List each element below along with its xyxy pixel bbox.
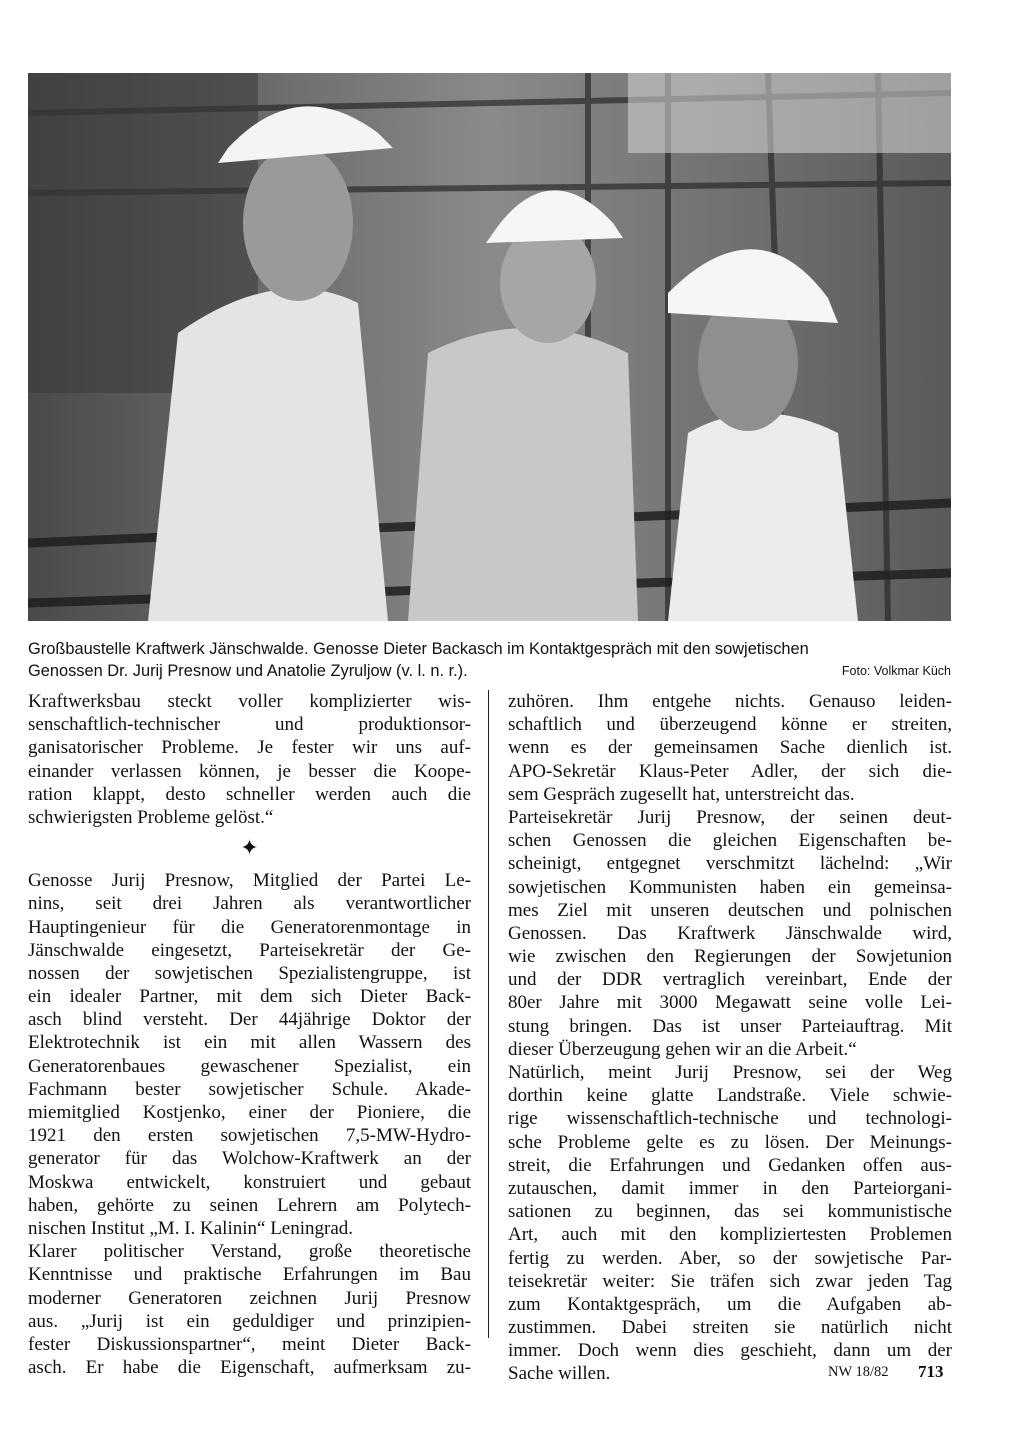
text-line: Hauptingenieur für die Generatorenmontage in <box>28 916 471 938</box>
caption-line-1: Großbaustelle Kraftwerk Jänschwalde. Genosse Dieter Backasch im Kontaktgespräch mit den sowjetischen <box>28 640 809 658</box>
text-line: 80er Jahre mit 3000 Megawatt seine volle Lei- <box>508 992 952 1014</box>
text-line: zustimmen. Dabei streiten sie natürlich nicht <box>508 1317 952 1339</box>
text-line: sationen zu beginnen, das sei kommunistische <box>508 1201 952 1223</box>
text-line: Moskwa entwickelt, konstruiert und gebaut <box>28 1171 471 1193</box>
text-line: Art, auch mit den kompliziertesten Problemen <box>508 1224 952 1246</box>
text-line: Elektrotechnik ist ein mit allen Wassern des <box>28 1032 471 1054</box>
left-paragraph-2 <box>28 869 471 1240</box>
text-line: ein idealer Partner, mit dem sich Dieter Back- <box>28 986 471 1008</box>
text-line: rige wissenschaftlich-technische und technologi- <box>508 1108 952 1130</box>
text-line: und der DDR vertraglich vereinbart, Ende der <box>508 969 952 991</box>
text-line: Parteisekretär Jurij Presnow, der seinen deut- <box>508 806 952 828</box>
text-line: stung bringen. Das ist unser Parteiauftrag. Mit <box>508 1015 952 1037</box>
text-line: asch blind versteht. Der 44jährige Doktor der <box>28 1009 471 1031</box>
caption-line-2: Genossen Dr. Jurij Presnow und Anatolie Zyruljow (v. l. n. r.). <box>28 662 468 680</box>
text-line: wie zwischen den Regierungen der Sowjetunion <box>508 946 952 968</box>
text-line: Klarer politischer Verstand, große theoretische <box>28 1241 471 1263</box>
text-line: teisekretär weiter: Sie träfen sich zwar jeden Tag <box>508 1270 952 1292</box>
text-line: wenn es der gemeinsamen Sache dienlich ist. <box>508 737 952 759</box>
text-line: Natürlich, meint Jurij Presnow, sei der Weg <box>508 1062 952 1083</box>
text-line: haben, gehörte zu seinen Lehrern am Polytech- <box>28 1194 471 1216</box>
text-line: nins, seit drei Jahren als verantwortlicher <box>28 893 471 915</box>
text-line: zum Kontaktgespräch, um die Aufgaben ab- <box>508 1293 952 1315</box>
text-line: schen Genossen die gleichen Eigenschaften be- <box>508 830 952 852</box>
text-line: 1921 den ersten sowjetischen 7,5-MW-Hydro- <box>28 1125 471 1147</box>
left-paragraph-3 <box>28 1240 471 1379</box>
right-paragraph-1 <box>508 690 952 806</box>
text-line: senschaftlich-technischer und produktionsor- <box>28 714 471 736</box>
text-line: dieser Überzeugung gehen wir an die Arbeit.“ <box>508 1038 857 1060</box>
text-line: zuhören. Ihm entgehe nichts. Genauso leiden- <box>508 691 952 712</box>
text-line: moderner Generatoren zeichnen Jurij Presnow <box>28 1287 471 1309</box>
text-line: fester Diskussionspartner“, meint Dieter Back- <box>28 1333 471 1355</box>
text-line: ganisatorischer Probleme. Je fester wir uns auf- <box>28 737 471 759</box>
column-divider <box>488 690 489 1338</box>
text-line: mes Ziel mit unseren deutschen und polnischen <box>508 899 952 921</box>
text-line: aus. „Jurij ist ein geduldiger und prinzipien- <box>28 1310 471 1332</box>
text-line: fertig zu werden. Aber, so der sowjetische Par- <box>508 1247 952 1269</box>
text-line: Genossen. Das Kraftwerk Jänschwalde wird, <box>508 922 952 944</box>
text-line: ration klappt, desto schneller werden auch die <box>28 783 471 805</box>
photo-construction-site <box>28 73 951 621</box>
issue-number: NW 18/82 <box>828 1364 889 1380</box>
text-line: scheinigt, entgegnet verschmitzt lächelnd: „Wir <box>508 853 952 875</box>
right-paragraph-2 <box>508 806 952 1061</box>
text-line: sche Probleme gelte es zu lösen. Der Meinungs- <box>508 1131 952 1153</box>
text-line: sem Gespräch zugesellt hat, unterstreicht das. <box>508 783 855 805</box>
photo-credit: Foto: Volkmar Küch <box>841 664 951 678</box>
text-line: miemitglied Kostjenko, einer der Pioniere, die <box>28 1102 471 1123</box>
text-line: einander verlassen können, je besser die Koope- <box>28 760 471 782</box>
text-line: nischen Institut „M. I. Kalinin“ Leningrad. <box>28 1217 354 1239</box>
text-line: Sache willen. <box>508 1363 611 1385</box>
text-line: Kraftwerksbau steckt voller komplizierter wis- <box>28 691 471 712</box>
page-number: 713 <box>918 1362 944 1381</box>
left-paragraph-1 <box>28 690 471 829</box>
photo-illustration <box>28 73 951 621</box>
text-line: APO-Sekretär Klaus-Peter Adler, der sich die- <box>508 760 952 782</box>
text-line: Fachmann bester sowjetischer Schule. Akade- <box>28 1078 471 1100</box>
right-paragraph-3 <box>508 1061 952 1386</box>
photo-caption <box>28 638 953 682</box>
text-line: asch. Er habe die Eigenschaft, aufmerksam zu- <box>28 1357 471 1379</box>
text-line: streit, die Erfahrungen und Gedanken offen aus- <box>508 1154 952 1176</box>
text-line: dorthin keine glatte Landstraße. Viele schwie- <box>508 1085 952 1107</box>
text-line: nossen der sowjetischen Spezialistengruppe, ist <box>28 962 471 984</box>
text-line: immer. Doch wenn dies geschieht, dann um der <box>508 1340 952 1362</box>
text-line: Generatorenbaues gewaschener Spezialist, ein <box>28 1055 471 1077</box>
article-column-left <box>28 690 471 1379</box>
text-line: generator für das Wolchow-Kraftwerk an der <box>28 1148 471 1170</box>
article-column-right <box>508 690 952 1386</box>
text-line: zutauschen, damit immer in den Parteiorgani- <box>508 1177 952 1199</box>
text-line: Genosse Jurij Presnow, Mitglied der Partei Le- <box>28 870 471 892</box>
text-line: schwierigsten Probleme gelöst.“ <box>28 806 274 828</box>
text-line: schaftlich und überzeugend könne er streiten, <box>508 714 952 736</box>
text-line: Kenntnisse und praktische Erfahrungen im Bau <box>28 1264 471 1286</box>
text-line: Jänschwalde eingesetzt, Parteisekretär der Ge- <box>28 939 471 961</box>
section-separator-star: ✦ <box>240 836 259 862</box>
text-line: sowjetischen Kommunisten haben ein gemeinsa- <box>508 876 952 898</box>
